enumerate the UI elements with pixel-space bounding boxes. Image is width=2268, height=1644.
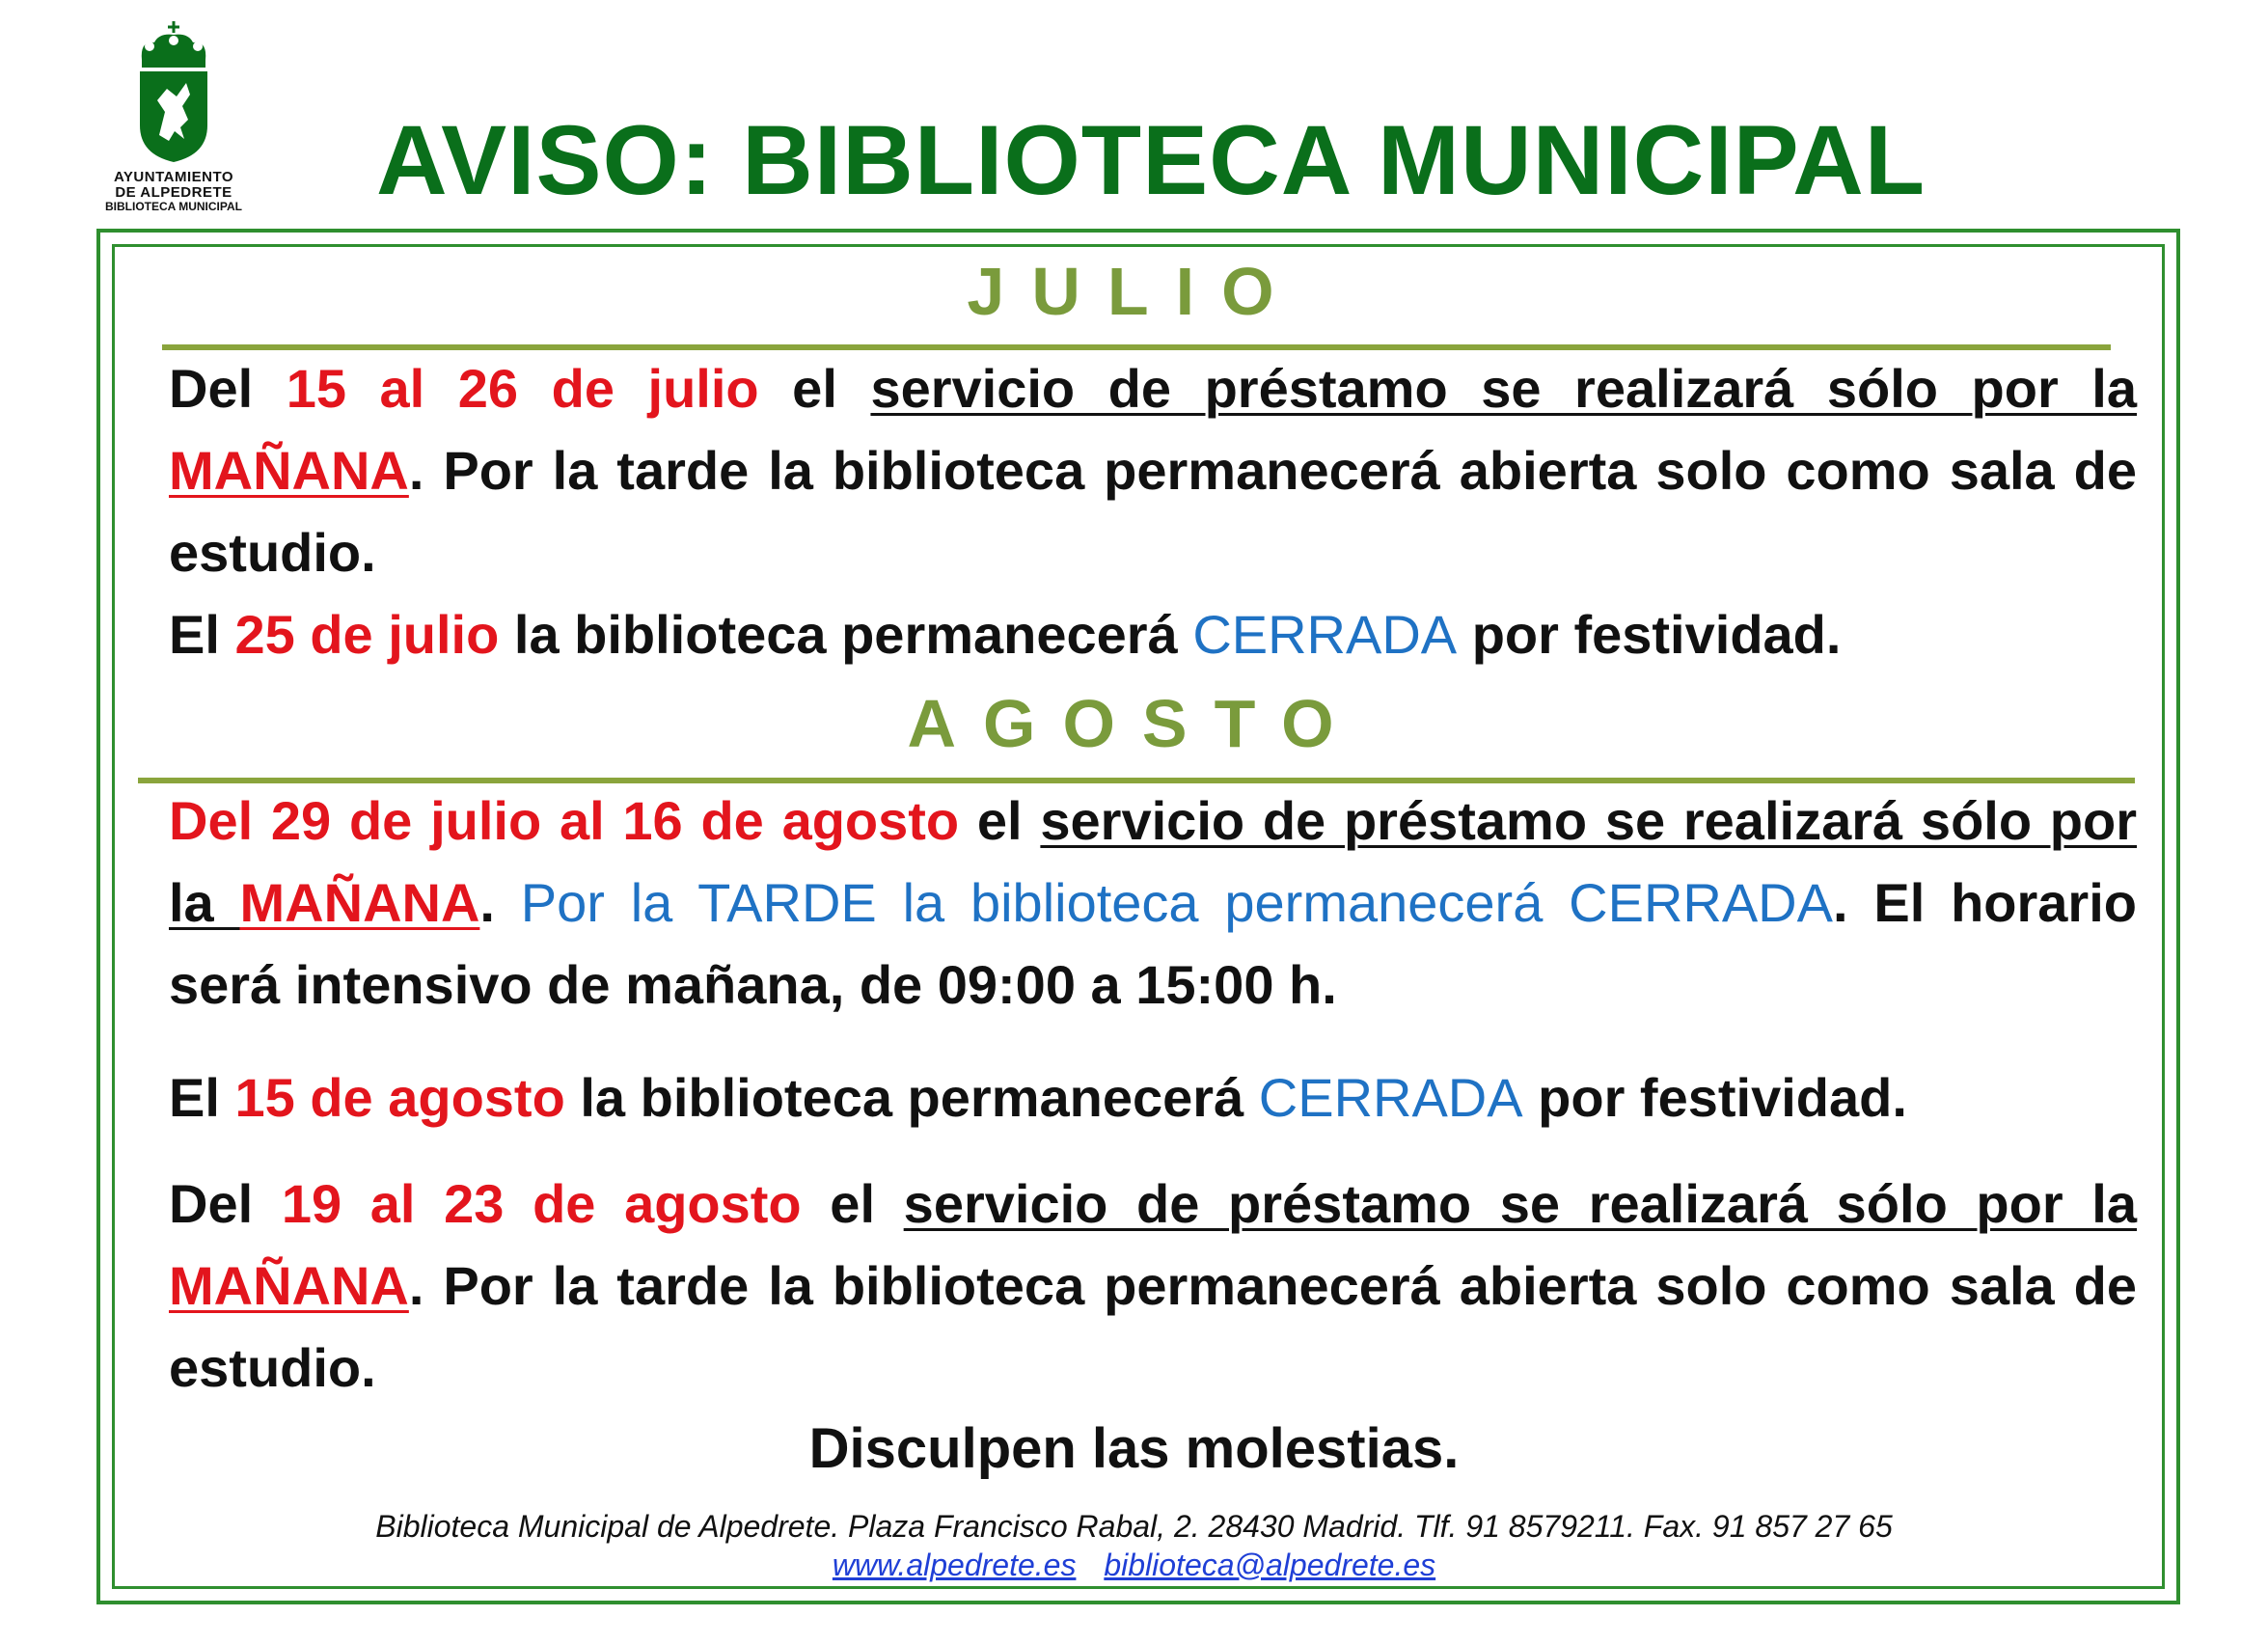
text: el (959, 790, 1041, 851)
logo-line-2: DE ALPEDRETE (115, 183, 232, 201)
july-paragraph-1 (169, 347, 2137, 593)
coat-of-arms-icon (130, 19, 217, 164)
text: el (801, 1173, 904, 1234)
august-holiday-date: 15 de agosto (234, 1067, 565, 1128)
morning-label: MAÑANA (239, 872, 480, 933)
closed-label: CERRADA (1258, 1067, 1523, 1128)
text: . (479, 872, 521, 933)
august-paragraph-3 (169, 1163, 2137, 1409)
service-text: servicio de préstamo se realizará sólo por la (903, 1173, 2138, 1234)
text: la biblioteca permanecerá (499, 604, 1193, 665)
logo-line-3: BIBLIOTECA MUNICIPAL (105, 199, 242, 213)
morning-label: MAÑANA (169, 1255, 409, 1316)
text: el (758, 358, 871, 419)
closed-label: CERRADA (1192, 604, 1458, 665)
morning-label: MAÑANA (169, 440, 409, 501)
logo-line-1: AYUNTAMIENTO (113, 169, 234, 185)
august-dates-2: 19 al 23 de agosto (281, 1173, 802, 1234)
municipal-logo (87, 19, 260, 227)
july-holiday-date: 25 de julio (234, 604, 500, 665)
july-heading: JULIO (967, 254, 1301, 329)
text: . Por la tarde la biblioteca permanecerá abierta solo como sala de estudio. (169, 440, 2137, 583)
text: por festividad. (1522, 1067, 1907, 1128)
july-dates: 15 al 26 de julio (286, 358, 759, 419)
august-dates: Del 29 de julio al 16 de agosto (169, 790, 960, 851)
text: . El horario será intensivo de mañana, de 09:00 a 15:00 h. (169, 872, 2137, 1015)
website-link[interactable]: www.alpedrete.es (832, 1548, 1077, 1582)
closing-message: Disculpen las molestias. (808, 1417, 1460, 1480)
august-paragraph-2 (169, 1056, 2137, 1138)
text: El (169, 604, 235, 665)
footer-links (0, 1548, 2268, 1583)
text: Del (169, 1173, 282, 1234)
august-heading: AGOSTO (907, 686, 1361, 761)
august-paragraph-1 (169, 780, 2137, 1026)
footer-address: Biblioteca Municipal de Alpedrete. Plaza Francisco Rabal, 2. 28430 Madrid. Tlf. 91 8579211. Fax. 91 857 27 65 (375, 1509, 1893, 1544)
july-paragraph-2 (169, 593, 2137, 675)
text: El (169, 1067, 235, 1128)
service-text: servicio de préstamo se realizará sólo por la (870, 358, 2138, 419)
afternoon-closed-text: Por la TARDE la biblioteca permanecerá CERRADA (520, 872, 1833, 933)
email-link[interactable]: biblioteca@alpedrete.es (1104, 1548, 1436, 1582)
text: la biblioteca permanecerá (564, 1067, 1259, 1128)
text: Del (169, 358, 287, 419)
page-title: AVISO: BIBLIOTECA MUNICIPAL (376, 105, 1926, 215)
text: . Por la tarde la biblioteca permanecerá abierta solo como sala de estudio. (169, 1255, 2137, 1398)
text: por festividad. (1457, 604, 1842, 665)
service-text: servicio de préstamo se realizará sólo por la (169, 790, 2138, 933)
